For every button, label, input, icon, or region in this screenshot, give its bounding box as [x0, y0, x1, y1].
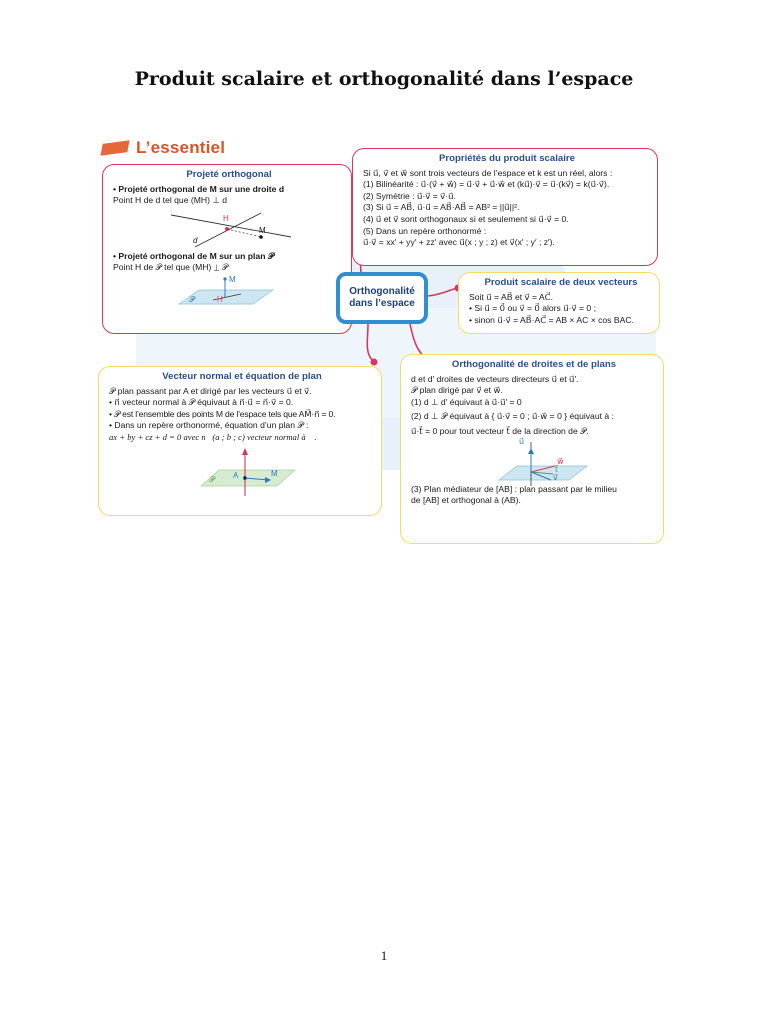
droites-plans-line: u⃗·t⃗ = 0 pour tout vecteur t⃗ de la direction de 𝒫. — [411, 425, 589, 436]
vecteur-normal-line: • 𝒫 est l’ensemble des points M de l’espace tels que AM⃗·n⃗ = 0. — [109, 408, 336, 419]
page-title: Produit scalaire et orthogonalité dans l’espace — [134, 68, 634, 90]
proprietes-line: (5) Dans un repère orthonormé : — [363, 225, 487, 236]
plane-p-label: 𝒫 — [189, 294, 195, 304]
point-m-label: M — [259, 225, 266, 235]
proprietes-line: (3) Si u⃗ = AB⃗, u⃗·u⃗ = AB⃗·AB⃗ = AB² = ||u⃗||². — [363, 202, 520, 213]
deux-vecteurs-title: Produit scalaire de deux vecteurs — [484, 277, 638, 288]
normal-vector-figure — [191, 446, 301, 498]
projete-line: Point H de 𝒫 tel que (MH) ⊥ 𝒫 — [113, 262, 228, 273]
point-m-label: M — [271, 468, 278, 478]
droites-plans-box — [400, 354, 664, 544]
droites-plans-line: (1) d ⊥ d′ équivaut à u⃗·u⃗′ = 0 — [411, 396, 522, 407]
vecteur-normal-line: • Dans un repère orthonormé, équation d’un plan 𝒫 : — [109, 420, 309, 431]
projection-droite-figure — [165, 207, 295, 251]
center-label: dans l’espace — [349, 298, 415, 309]
droites-plans-footer: de [AB] et orthogonal à (AB). — [411, 495, 521, 506]
proprietes-title: Propriétés du produit scalaire — [439, 153, 575, 164]
projete-line: Point H de d tel que (MH) ⊥ d — [113, 195, 228, 206]
projete-line: • Projeté orthogonal de M sur une droite d — [113, 183, 285, 194]
vector-w-label: w⃗ — [557, 456, 564, 466]
essentiel-title: L’essentiel — [136, 138, 226, 157]
projete-orthogonal-box — [102, 164, 352, 334]
droites-plans-line: (2) d ⊥ 𝒫 équivaut à { u⃗·v⃗ = 0 ; u⃗·w⃗ = 0 } équivaut à : — [411, 411, 614, 422]
projection-plan-figure — [169, 274, 279, 318]
droites-plans-line: 𝒫 plan dirigé par v⃗ et w⃗. — [411, 385, 503, 396]
deux-vecteurs-line: • Si u⃗ = 0⃗ ou v⃗ = 0⃗ alors u⃗·v⃗ = 0 ; — [469, 303, 596, 314]
center-label: Orthogonalité — [349, 286, 415, 297]
proprietes-line: (2) Symétrie : u⃗·v⃗ = v⃗·u⃗. — [363, 190, 456, 201]
projete-line: • Projeté orthogonal de M sur un plan 𝒫 — [113, 250, 275, 261]
deux-vecteurs-box — [458, 272, 660, 334]
vector-t-label: t⃗ — [555, 464, 559, 474]
page-number: 1 — [380, 948, 388, 963]
vecteur-normal-line: • n⃗ vecteur normal à 𝒫 équivaut à n⃗·u⃗ = n⃗·v⃗ = 0. — [109, 397, 294, 408]
essentiel-heading — [102, 136, 225, 160]
point-m-label: M — [229, 274, 236, 284]
droites-plans-title: Orthogonalité de droites et de plans — [451, 359, 617, 370]
projete-title: Projeté orthogonal — [186, 169, 272, 180]
droites-plans-line: d et d′ droites de vecteurs directeurs u⃗ et u⃗′. — [411, 373, 579, 384]
vecteur-normal-line: ax + by + cz + d = 0 avec n⃗(a ; b ; c) vecteur normal à 𝒫. — [109, 431, 317, 442]
vector-v-label: v⃗ — [553, 472, 558, 482]
proprietes-line: u⃗·v⃗ = xx′ + yy′ + zz′ avec u⃗(x ; y ; z) et v⃗(x′ ; y′ ; z′). — [363, 237, 555, 248]
plane-p-label: 𝒫 — [209, 474, 215, 484]
mind-map-sheet — [96, 128, 668, 548]
droites-plans-figure — [411, 438, 657, 484]
projete-figure-plan — [113, 274, 345, 318]
line-d-label: d — [193, 235, 198, 245]
vecteur-normal-figure — [109, 444, 375, 496]
droites-plans-footer: (3) Plan médiateur de [AB] : plan passant par le milieu — [411, 483, 617, 494]
point-h-label: H — [217, 294, 223, 304]
vecteur-normal-box — [98, 366, 382, 516]
proprietes-line: Si u⃗, v⃗ et w⃗ sont trois vecteurs de l’espace et k est un réel, alors : — [363, 167, 613, 178]
proprietes-line: (4) u⃗ et v⃗ sont orthogonaux si et seulement si u⃗·v⃗ = 0. — [363, 213, 569, 224]
point-a-label: A — [233, 470, 239, 480]
projete-figure-droite — [113, 207, 345, 251]
proprietes-box — [352, 148, 658, 266]
deux-vecteurs-line: Soit u⃗ = AB⃗ et v⃗ = AC⃗. — [469, 291, 554, 302]
point-h-label: H — [223, 213, 229, 223]
vecteur-normal-title: Vecteur normal et équation de plan — [162, 371, 322, 382]
center-node — [336, 272, 428, 324]
deux-vecteurs-line: • sinon u⃗·v⃗ = AB⃗·AC⃗ = AB × AC × cos BAC. — [469, 314, 634, 325]
vecteur-normal-line: 𝒫 plan passant par A et dirigé par les vecteurs u⃗ et v⃗. — [109, 385, 312, 396]
proprietes-line: (1) Bilinéarité : u⃗·(v⃗ + w⃗) = u⃗·v⃗ + u⃗·w⃗ et (ku⃗)·v⃗ = u⃗·(kv⃗) = k(u⃗·v⃗). — [363, 179, 610, 190]
vector-u-label: u⃗ — [519, 436, 525, 446]
heading-marker-icon — [100, 140, 129, 156]
orthogonal-line-plane-figure — [493, 436, 593, 486]
